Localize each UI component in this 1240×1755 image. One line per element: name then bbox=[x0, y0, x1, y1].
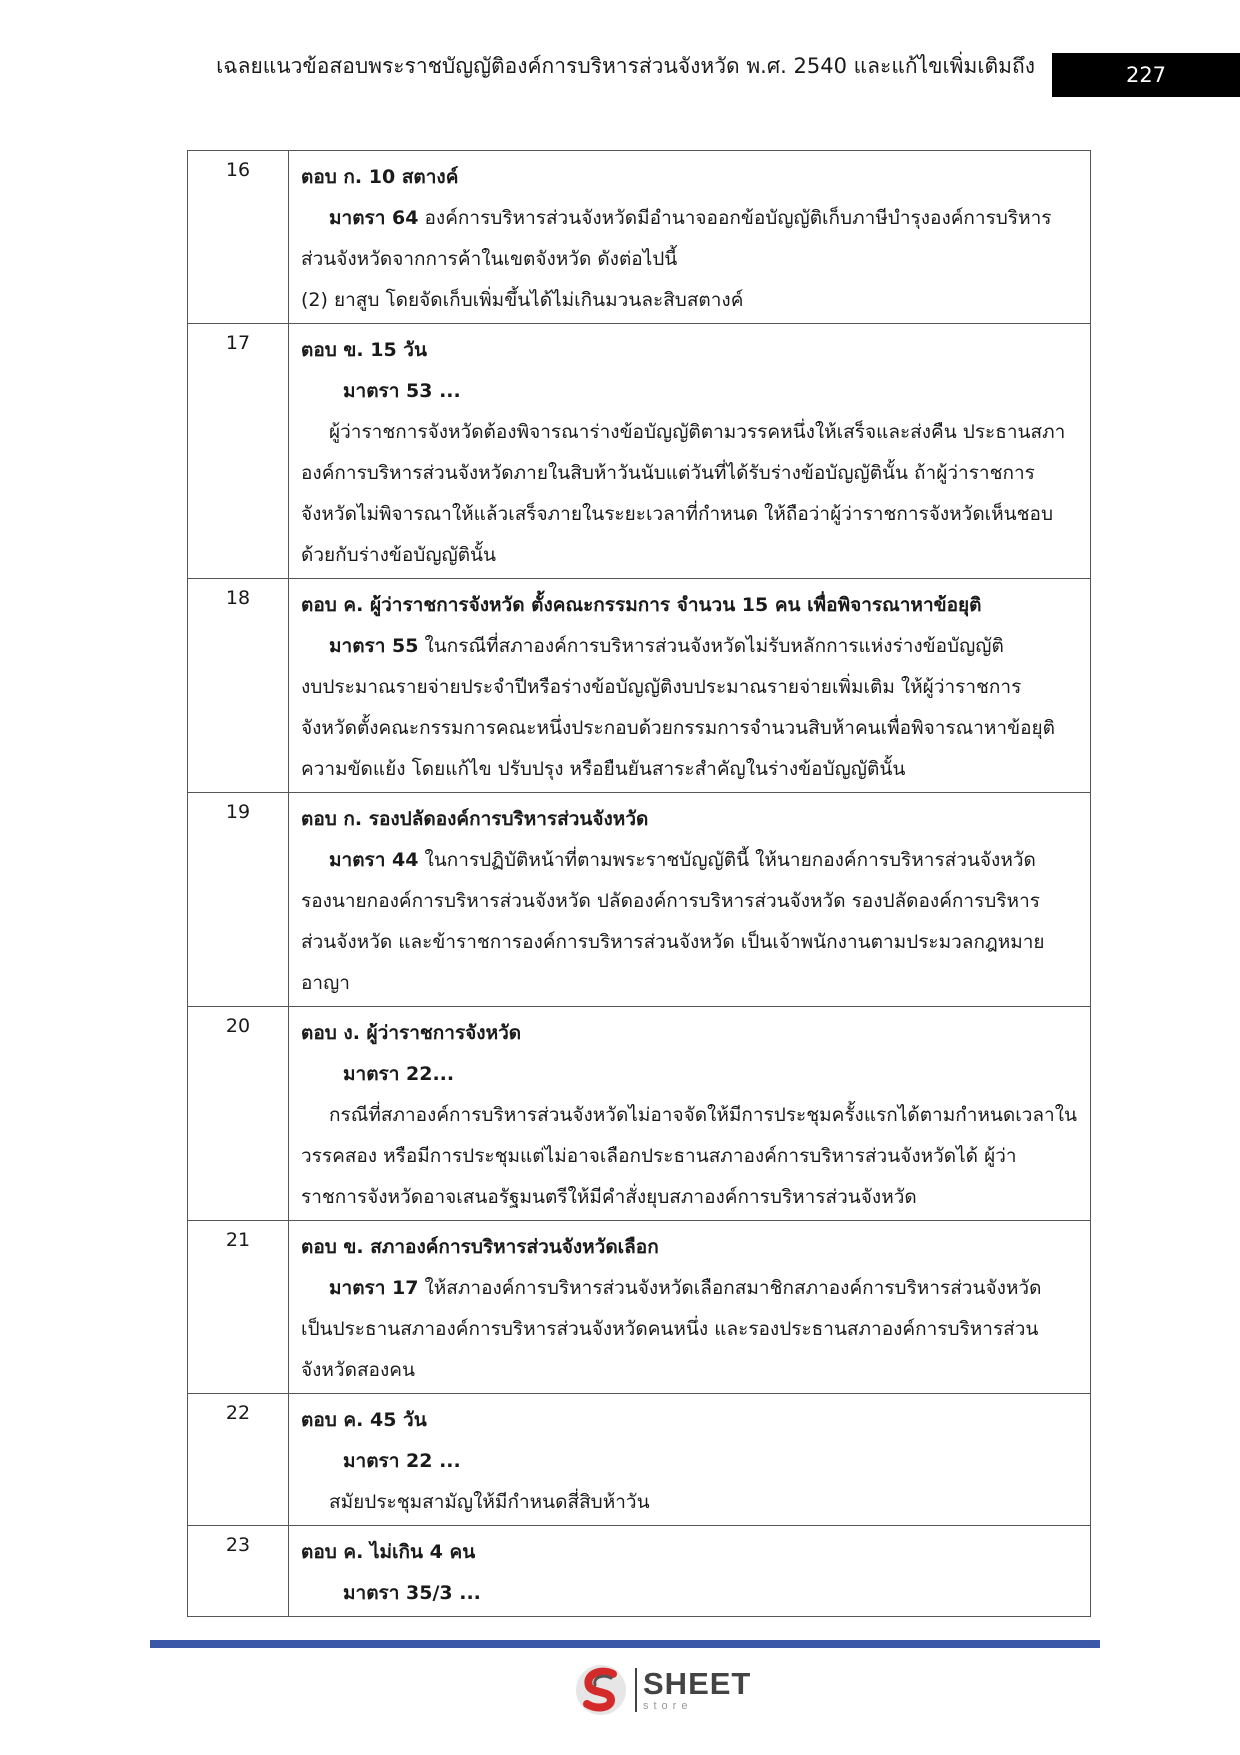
explanation-text: จังหวัดไม่พิจารณาให้แล้วเสร็จภายในระยะเวลาที่กำหนด ให้ถือว่าผู้ว่าราชการจังหวัดเห็นชอบ bbox=[301, 503, 1054, 525]
table-row bbox=[188, 1221, 1091, 1394]
explanation-text: ผู้ว่าราชการจังหวัดต้องพิจารณาร่างข้อบัญญัติตามวรรคหนึ่งให้เสร็จและส่งคืน ประธานสภา bbox=[329, 421, 1066, 443]
explanation-line bbox=[301, 453, 1078, 494]
table-row bbox=[188, 1526, 1091, 1617]
logo-subtitle: store bbox=[643, 1700, 693, 1712]
answer-text: ตอบ ก. 10 สตางค์ bbox=[301, 166, 459, 188]
answer-cell bbox=[289, 1221, 1091, 1394]
section-reference: มาตรา 64 bbox=[329, 207, 419, 229]
answer-cell bbox=[289, 579, 1091, 793]
explanation-line bbox=[301, 1177, 1078, 1218]
section-reference: มาตรา 35/3 ... bbox=[343, 1582, 481, 1604]
explanation-line bbox=[301, 708, 1078, 749]
explanation-line bbox=[301, 963, 1078, 1004]
explanation-line bbox=[301, 494, 1078, 535]
explanation-line bbox=[301, 1309, 1078, 1350]
answer-cell bbox=[289, 793, 1091, 1007]
answer-text: ตอบ ค. ผู้ว่าราชการจังหวัด ตั้งคณะกรรมการ จำนวน 15 คน เพื่อพิจารณาหาข้อยุติ bbox=[301, 594, 982, 616]
explanation-line bbox=[301, 412, 1078, 453]
table-row bbox=[188, 1007, 1091, 1221]
explanation-line bbox=[301, 881, 1078, 922]
explanation-text: งบประมาณรายจ่ายประจำปีหรือร่างข้อบัญญัติงบประมาณรายจ่ายเพิ่มเติม ให้ผู้ว่าราชการ bbox=[301, 676, 1022, 698]
explanation-line bbox=[301, 1482, 1078, 1523]
explanation-line bbox=[301, 1268, 1078, 1309]
section-reference: มาตรา 22 ... bbox=[343, 1450, 461, 1472]
answer-cell bbox=[289, 1007, 1091, 1221]
explanation-line bbox=[301, 1350, 1078, 1391]
table-row bbox=[188, 579, 1091, 793]
page-header-title: เฉลยแนวข้อสอบพระราชบัญญัติองค์การบริหารส่วนจังหวัด พ.ศ. 2540 และแก้ไขเพิ่มเติมถึง bbox=[216, 54, 1035, 78]
table-row bbox=[188, 793, 1091, 1007]
table-row bbox=[188, 151, 1091, 324]
answer-text: ตอบ ค. 45 วัน bbox=[301, 1409, 427, 1431]
explanation-text: จังหวัดสองคน bbox=[301, 1359, 415, 1381]
explanation-line bbox=[301, 1054, 1078, 1095]
section-reference: มาตรา 44 bbox=[329, 849, 419, 871]
explanation-text: องค์การบริหารส่วนจังหวัดมีอำนาจออกข้อบัญญัติเก็บภาษีบำรุงองค์การบริหาร bbox=[418, 207, 1052, 229]
explanation-text: จังหวัดตั้งคณะกรรมการคณะหนึ่งประกอบด้วยกรรมการจำนวนสิบห้าคนเพื่อพิจารณาหาข้อยุติ bbox=[301, 717, 1055, 739]
answer-table bbox=[187, 150, 1091, 1617]
page-number: 227 bbox=[1125, 63, 1167, 87]
section-reference: มาตรา 55 bbox=[329, 635, 419, 657]
table-row bbox=[188, 324, 1091, 579]
explanation-text: ส่วนจังหวัด และข้าราชการองค์การบริหารส่วนจังหวัด เป็นเจ้าพนักงานตามประมวลกฎหมาย bbox=[301, 931, 1045, 953]
question-number: 21 bbox=[188, 1221, 289, 1394]
explanation-line bbox=[301, 1136, 1078, 1177]
answer-cell bbox=[289, 324, 1091, 579]
explanation-text: ในกรณีที่สภาองค์การบริหารส่วนจังหวัดไม่รับหลักการแห่งร่างข้อบัญญัติ bbox=[418, 635, 1004, 657]
explanation-line bbox=[301, 371, 1078, 412]
explanation-text: วรรคสอง หรือมีการประชุมแต่ไม่อาจเลือกประธานสภาองค์การบริหารส่วนจังหวัดได้ ผู้ว่า bbox=[301, 1145, 1017, 1167]
explanation-line bbox=[301, 198, 1078, 239]
explanation-line bbox=[301, 626, 1078, 667]
explanation-text: ส่วนจังหวัดจากการค้าในเขตจังหวัด ดังต่อไปนี้ bbox=[301, 248, 678, 270]
explanation-text: (2) ยาสูบ โดยจัดเก็บเพิ่มขึ้นได้ไม่เกินมวนละสิบสตางค์ bbox=[301, 289, 744, 311]
footer-divider bbox=[150, 1640, 1100, 1648]
explanation-text: รองนายกองค์การบริหารส่วนจังหวัด ปลัดองค์การบริหารส่วนจังหวัด รองปลัดองค์การบริหาร bbox=[301, 890, 1040, 912]
explanation-line bbox=[301, 1441, 1078, 1482]
explanation-text: สมัยประชุมสามัญให้มีกำหนดสี่สิบห้าวัน bbox=[329, 1491, 650, 1513]
question-number: 19 bbox=[188, 793, 289, 1007]
question-number: 23 bbox=[188, 1526, 289, 1617]
answer-cell bbox=[289, 151, 1091, 324]
explanation-line bbox=[301, 749, 1078, 790]
sheet-store-logo-icon bbox=[573, 1662, 629, 1718]
answer-text: ตอบ ก. รองปลัดองค์การบริหารส่วนจังหวัด bbox=[301, 808, 649, 830]
sheet-store-logo bbox=[573, 1662, 751, 1718]
section-reference: มาตรา 17 bbox=[329, 1277, 419, 1299]
explanation-text: เป็นประธานสภาองค์การบริหารส่วนจังหวัดคนหนึ่ง และรองประธานสภาองค์การบริหารส่วน bbox=[301, 1318, 1039, 1340]
explanation-text: ด้วยกับร่างข้อบัญญัตินั้น bbox=[301, 544, 497, 566]
explanation-text: องค์การบริหารส่วนจังหวัดภายในสิบห้าวันนับแต่วันที่ได้รับร่างข้อบัญญัตินั้น ถ้าผู้ว่าราชการ bbox=[301, 462, 1035, 484]
answer-text: ตอบ ง. ผู้ว่าราชการจังหวัด bbox=[301, 1022, 522, 1044]
explanation-line bbox=[301, 840, 1078, 881]
table-row bbox=[188, 1394, 1091, 1526]
page-number-badge bbox=[1052, 53, 1240, 97]
answer-cell bbox=[289, 1394, 1091, 1526]
section-reference: มาตรา 53 ... bbox=[343, 380, 461, 402]
explanation-text: ให้สภาองค์การบริหารส่วนจังหวัดเลือกสมาชิกสภาองค์การบริหารส่วนจังหวัด bbox=[418, 1277, 1042, 1299]
explanation-line bbox=[301, 535, 1078, 576]
logo-wordmark: SHEET bbox=[643, 1666, 752, 1701]
explanation-line bbox=[301, 1573, 1078, 1614]
question-number: 18 bbox=[188, 579, 289, 793]
explanation-text: ความขัดแย้ง โดยแก้ไข ปรับปรุง หรือยืนยันสาระสำคัญในร่างข้อบัญญัตินั้น bbox=[301, 758, 906, 780]
explanation-line bbox=[301, 922, 1078, 963]
explanation-line bbox=[301, 280, 1078, 321]
explanation-text: ราชการจังหวัดอาจเสนอรัฐมนตรีให้มีคำสั่งยุบสภาองค์การบริหารส่วนจังหวัด bbox=[301, 1186, 917, 1208]
question-number: 17 bbox=[188, 324, 289, 579]
answer-text: ตอบ ค. ไม่เกิน 4 คน bbox=[301, 1541, 476, 1563]
explanation-text: อาญา bbox=[301, 972, 350, 994]
question-number: 20 bbox=[188, 1007, 289, 1221]
answer-cell bbox=[289, 1526, 1091, 1617]
explanation-text: กรณีที่สภาองค์การบริหารส่วนจังหวัดไม่อาจจัดให้มีการประชุมครั้งแรกได้ตามกำหนดเวลาใน bbox=[329, 1104, 1077, 1126]
explanation-line bbox=[301, 1095, 1078, 1136]
question-number: 16 bbox=[188, 151, 289, 324]
section-reference: มาตรา 22... bbox=[343, 1063, 455, 1085]
answer-text: ตอบ ข. สภาองค์การบริหารส่วนจังหวัดเลือก bbox=[301, 1236, 659, 1258]
explanation-line bbox=[301, 667, 1078, 708]
answer-text: ตอบ ข. 15 วัน bbox=[301, 339, 427, 361]
explanation-text: ในการปฏิบัติหน้าที่ตามพระราชบัญญัตินี้ ให้นายกองค์การบริหารส่วนจังหวัด bbox=[418, 849, 1036, 871]
question-number: 22 bbox=[188, 1394, 289, 1526]
explanation-line bbox=[301, 239, 1078, 280]
